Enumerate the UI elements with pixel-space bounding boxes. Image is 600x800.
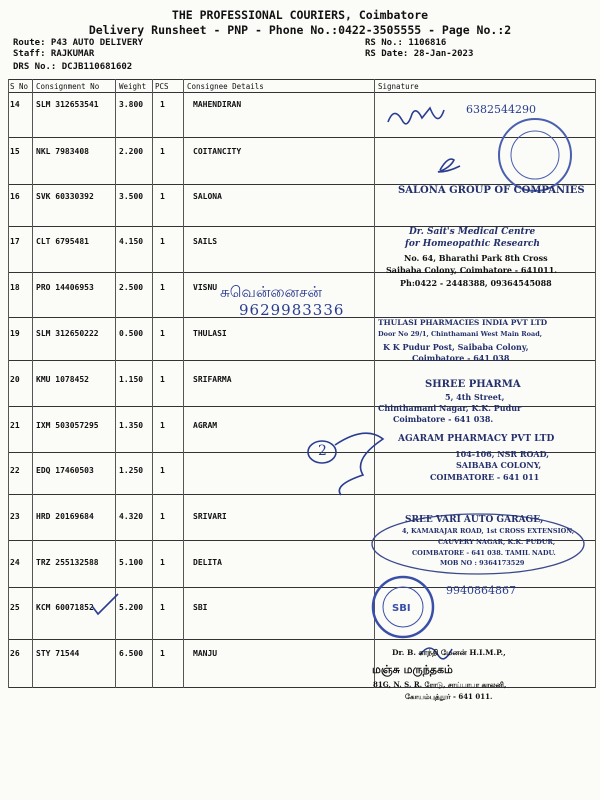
- row-pcs: 1: [160, 421, 165, 430]
- drs-number: DRS No.: DCJB110681602: [13, 62, 133, 72]
- manju-stamp-line3: 81G, N. S. R. ரோடு, சாய்பாபா காலனி,: [373, 680, 507, 689]
- row-consignment: SLM 312650222: [36, 329, 99, 338]
- sait-stamp-line2: for Homeopathic Research: [405, 239, 540, 249]
- row-consignment: STY 71544: [36, 649, 80, 658]
- row-pcs: 1: [160, 329, 165, 338]
- row-consignment: TRZ 255132588: [36, 558, 99, 567]
- row-sno: 22: [10, 466, 20, 475]
- srivari-stamp-line4: COIMBATORE - 641 038. TAMIL NADU.: [412, 549, 556, 557]
- rs-date: RS Date: 28-Jan-2023: [365, 49, 474, 59]
- row-weight: 5.100: [119, 558, 144, 567]
- row-sno: 17: [10, 237, 20, 246]
- row24-phone: 9940864867: [446, 584, 516, 597]
- route-label: Route: P43 AUTO DELIVERY: [13, 38, 144, 48]
- col-header-consignee: Consignee Details: [187, 82, 264, 91]
- row-weight: 2.500: [119, 283, 144, 292]
- row-sno: 26: [10, 649, 20, 658]
- srivari-stamp-line2: 4, KAMARAJAR ROAD, 1st CROSS EXTENSION,: [402, 527, 575, 535]
- row-weight: 3.500: [119, 192, 144, 201]
- row-consignee: THULASI: [193, 329, 227, 338]
- document-title: THE PROFESSIONAL COURIERS, Coimbatore: [171, 8, 429, 22]
- row-pcs: 1: [160, 375, 165, 384]
- row-pcs: 1: [160, 466, 165, 475]
- thulasi-stamp-line2: Door No 29/1, Chinthamani West Main Road,: [378, 330, 543, 338]
- row-consignee: AGRAM: [193, 421, 218, 430]
- srivari-stamp-line1: SREE VARI AUTO GARAGE,: [405, 515, 544, 525]
- row-consignment: NKL 7983408: [36, 147, 89, 156]
- row-consignment: KMU 1078452: [36, 375, 89, 384]
- row-consignment: KCM 60071852: [36, 603, 94, 612]
- row-sno: 21: [10, 421, 20, 430]
- row-weight: 4.150: [119, 237, 144, 246]
- col-header-weight: Weight: [119, 82, 147, 91]
- row-consignee: SAILS: [193, 237, 218, 246]
- row-weight: 3.800: [119, 100, 144, 109]
- col-header-consignment: Consignment No: [36, 82, 100, 91]
- row18-tamil: சுவென்னைசன்: [220, 283, 322, 301]
- col-header-sno: S No: [10, 82, 29, 91]
- staff-label: Staff: RAJKUMAR: [13, 49, 95, 59]
- row-pcs: 1: [160, 237, 165, 246]
- thulasi-stamp-line1: THULASI PHARMACIES INDIA PVT LTD: [378, 318, 548, 327]
- row-consignment: PRO 14406953: [36, 283, 94, 292]
- row-sno: 14: [10, 100, 20, 109]
- row-weight: 1.350: [119, 421, 144, 430]
- row-pcs: 1: [160, 558, 165, 567]
- thulasi-stamp-line4: Coimbatore - 641 038: [412, 353, 510, 363]
- row-sno: 25: [10, 603, 20, 612]
- row-pcs: 1: [160, 192, 165, 201]
- row-consignee: MANJU: [193, 649, 218, 658]
- row-weight: 4.320: [119, 512, 144, 521]
- row-pcs: 1: [160, 100, 165, 109]
- row-consignee: SRIFARMA: [193, 375, 232, 384]
- row-consignee: SBI: [193, 603, 208, 612]
- row18-phone: 9629983336: [239, 301, 345, 319]
- row-pcs: 1: [160, 603, 165, 612]
- rs-number: RS No.: 1106816: [365, 38, 447, 48]
- row-sno: 18: [10, 283, 20, 292]
- row-consignee: DELITA: [193, 558, 222, 567]
- row-consignment: SLM 312653541: [36, 100, 99, 109]
- row-weight: 2.200: [119, 147, 144, 156]
- row-consignee: MAHENDIRAN: [193, 100, 242, 109]
- shree-stamp-line1: SHREE PHARMA: [425, 379, 521, 390]
- row-consignee: SALONA: [193, 192, 222, 201]
- salona-stamp: SALONA GROUP OF COMPANIES: [398, 185, 585, 196]
- svg-text:SBI: SBI: [392, 603, 411, 614]
- agaram-stamp-line1: AGARAM PHARMACY PVT LTD: [398, 434, 555, 444]
- sait-stamp-line3: No. 64, Bharathi Park 8th Cross: [404, 253, 548, 263]
- sait-stamp-line4: Saibaba Colony, Coimbatore - 641011.: [386, 265, 558, 275]
- thulasi-stamp-line3: K K Pudur Post, Saibaba Colony,: [383, 342, 529, 352]
- row-consignment: IXM 503057295: [36, 421, 99, 430]
- sait-stamp-line5: Ph:0422 - 2448388, 09364545088: [400, 278, 552, 288]
- shree-stamp-line4: Coimbatore - 641 038.: [393, 414, 494, 424]
- row-sno: 23: [10, 512, 20, 521]
- row-sno: 16: [10, 192, 20, 201]
- row-consignment: CLT 6795481: [36, 237, 89, 246]
- manju-stamp-line4: கோயம்புத்தூர் - 641 011.: [405, 692, 493, 701]
- agaram-stamp-line4: COIMBATORE - 641 011: [430, 472, 540, 482]
- row-consignee: VISNU: [193, 283, 218, 292]
- row-consignment: SVK 60330392: [36, 192, 94, 201]
- row-consignment: EDQ 17460503: [36, 466, 94, 475]
- row-sno: 15: [10, 147, 20, 156]
- sait-stamp-line1: Dr. Sait's Medical Centre: [409, 227, 536, 237]
- row-weight: 5.200: [119, 603, 144, 612]
- row-pcs: 1: [160, 512, 165, 521]
- col-header-pcs: PCS: [155, 82, 169, 91]
- shree-stamp-line3: Chinthamani Nagar, K.K. Pudur: [378, 403, 522, 413]
- agaram-stamp-line3: SAIBABA COLONY,: [456, 460, 542, 470]
- col-header-signature: Signature: [378, 82, 419, 91]
- row-weight: 1.150: [119, 375, 144, 384]
- row22-mark: 2: [318, 443, 327, 459]
- coitancity-round-stamp: [499, 119, 571, 191]
- row-consignee: SRIVARI: [193, 512, 227, 521]
- row-weight: 0.500: [119, 329, 144, 338]
- row-consignment: HRD 20169684: [36, 512, 94, 521]
- row-pcs: 1: [160, 649, 165, 658]
- agaram-stamp-line2: 104-106, NSR ROAD,: [455, 449, 550, 459]
- manju-stamp-line2: மஞ்சு மருந்தகம்: [372, 663, 453, 676]
- shree-stamp-line2: 5, 4th Street,: [445, 392, 505, 402]
- manju-stamp-line1: Dr. B. காந்தி மேனன் H.I.M.P.,: [392, 648, 506, 657]
- row14-phone: 6382544290: [466, 103, 536, 116]
- document-subtitle: Delivery Runsheet - PNP - Phone No.:0422-3505555 - Page No.:2: [88, 23, 512, 37]
- srivari-stamp-line5: MOB NO : 9364173529: [440, 559, 525, 567]
- row-pcs: 1: [160, 147, 165, 156]
- row-weight: 1.250: [119, 466, 144, 475]
- row-pcs: 1: [160, 283, 165, 292]
- row-sno: 20: [10, 375, 20, 384]
- row-sno: 24: [10, 558, 20, 567]
- row-sno: 19: [10, 329, 20, 338]
- row-consignee: COITANCITY: [193, 147, 242, 156]
- srivari-stamp-line3: CAUVERY NAGAR, K.K. PUDUR,: [438, 538, 556, 546]
- row-weight: 6.500: [119, 649, 144, 658]
